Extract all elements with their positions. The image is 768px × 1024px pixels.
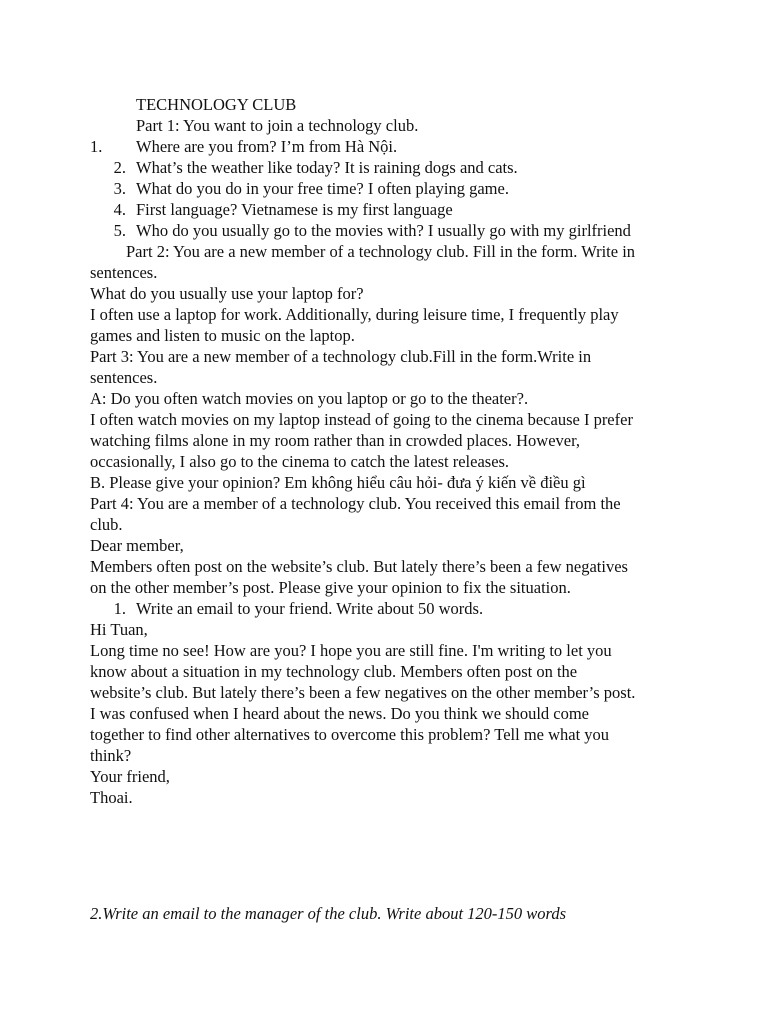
part4-body-line2: on the other member’s post. Please give your opinion to fix the situation. bbox=[90, 578, 571, 597]
part2-heading-line2: sentences. bbox=[90, 263, 158, 282]
part1-item-1-text: Where are you from? I’m from Hà Nội. bbox=[136, 137, 398, 156]
part1-item-4-text: First language? Vietnamese is my first language bbox=[136, 200, 453, 219]
part3-answer-line1: I often watch movies on my laptop instead of going to the cinema because I prefer bbox=[90, 410, 633, 429]
part3-question-b: B. Please give your opinion? Em không hiểu câu hỏi- đưa ý kiến về điều gì bbox=[90, 473, 586, 492]
part4-heading-line2: club. bbox=[90, 515, 123, 534]
part4-body-line1: Members often post on the website’s club. But lately there’s been a few negatives bbox=[90, 557, 628, 576]
email-line3: website’s club. But lately there’s been a few negatives on the other member’s post. bbox=[90, 683, 636, 702]
part3-question-a: A: Do you often watch movies on you laptop or go to the theater?. bbox=[90, 389, 529, 408]
part4-greeting: Dear member, bbox=[90, 536, 184, 555]
part1-item-5-number: 5. bbox=[113, 221, 126, 240]
email-line4: I was confused when I heard about the news. Do you think we should come bbox=[90, 704, 590, 723]
part3-answer-line3: occasionally, I also go to the cinema to catch the latest releases. bbox=[90, 452, 510, 471]
part1-item-2-text: What’s the weather like today? It is raining dogs and cats. bbox=[136, 158, 518, 177]
part2-answer-line2: games and listen to music on the laptop. bbox=[90, 326, 355, 345]
part3-heading-line1: Part 3: You are a new member of a technology club.Fill in the form.Write in bbox=[90, 347, 592, 366]
email-line2: know about a situation in my technology club. Members often post on the bbox=[90, 662, 578, 681]
part1-heading: Part 1: You want to join a technology club. bbox=[136, 116, 419, 135]
part1-item-1-number: 1. bbox=[90, 137, 103, 156]
part4-task1: Write an email to your friend. Write about 50 words. bbox=[136, 599, 484, 618]
part1-item-5-text: Who do you usually go to the movies with? I usually go with my girlfriend bbox=[136, 221, 631, 240]
part4-task2: 2.Write an email to the manager of the club. Write about 120-150 words bbox=[90, 904, 567, 923]
part3-heading-line2: sentences. bbox=[90, 368, 158, 387]
part4-task1-number: 1. bbox=[113, 599, 126, 618]
email-closing: Your friend, bbox=[90, 767, 170, 786]
part1-item-4-number: 4. bbox=[113, 200, 126, 219]
part2-answer-line1: I often use a laptop for work. Additionally, during leisure time, I frequently play bbox=[90, 305, 619, 324]
part1-item-3-number: 3. bbox=[113, 179, 126, 198]
email-greeting: Hi Tuan, bbox=[90, 620, 148, 639]
part2-question: What do you usually use your laptop for? bbox=[90, 284, 364, 303]
email-line6: think? bbox=[90, 746, 132, 765]
part3-answer-line2: watching films alone in my room rather than in crowded places. However, bbox=[90, 431, 581, 450]
part4-heading-line1: Part 4: You are a member of a technology club. You received this email from the bbox=[90, 494, 621, 513]
email-line1: Long time no see! How are you? I hope you are still fine. I'm writing to let you bbox=[90, 641, 612, 660]
email-line5: together to find other alternatives to overcome this problem? Tell me what you bbox=[90, 725, 610, 744]
part1-item-2-number: 2. bbox=[113, 158, 126, 177]
email-signature: Thoai. bbox=[90, 788, 133, 807]
document-title: TECHNOLOGY CLUB bbox=[136, 95, 297, 114]
part2-heading-line1: Part 2: You are a new member of a technology club. Fill in the form. Write in bbox=[126, 242, 636, 261]
part1-item-3-text: What do you do in your free time? I often playing game. bbox=[136, 179, 509, 198]
